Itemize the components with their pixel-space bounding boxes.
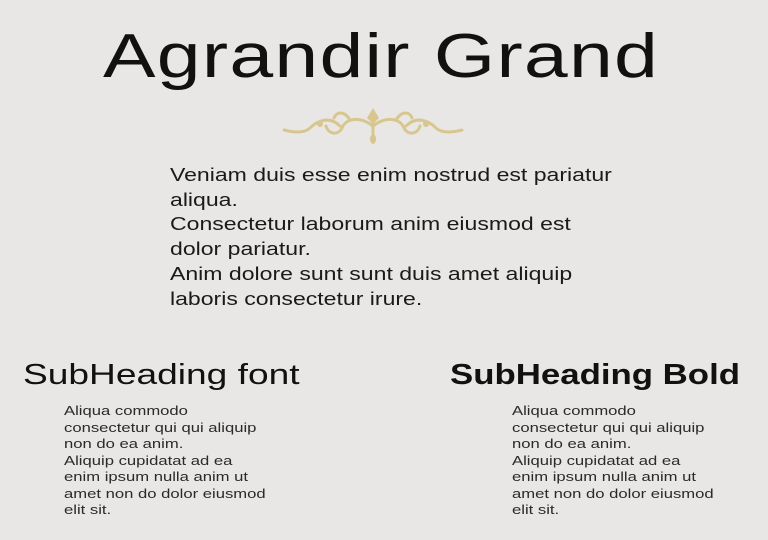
text-line: amet non do dolor eiusmod <box>512 485 714 501</box>
body-line: Consectetur laborum anim eiusmod est <box>170 214 571 235</box>
text-line: non do ea anim. <box>64 436 184 451</box>
body-line: Anim dolore sunt sunt duis amet aliquip <box>170 263 573 284</box>
text-line: Aliquip cupidatat ad ea <box>512 452 681 468</box>
page-title: Agrandir Grand <box>103 22 660 91</box>
right-paragraph <box>512 403 714 519</box>
text-line: Aliquip cupidatat ad ea <box>64 452 233 468</box>
text-line: amet non do dolor eiusmod <box>64 485 266 501</box>
text-line: enim ipsum nulla anim ut <box>512 469 697 484</box>
text-line: Aliqua commodo <box>512 403 636 418</box>
subheading-bold: SubHeading Bold <box>450 359 741 391</box>
ornament-flourish-icon <box>280 106 466 146</box>
text-line: consectetur qui qui aliquip <box>512 419 705 435</box>
text-line: non do ea anim. <box>512 436 632 451</box>
text-line: elit sit. <box>512 502 560 517</box>
body-line: laboris consectetur irure. <box>170 288 423 309</box>
body-line: Veniam duis esse enim nostrud est pariatur <box>170 165 612 185</box>
text-line: enim ipsum nulla anim ut <box>64 469 249 484</box>
text-line: elit sit. <box>64 502 112 517</box>
body-paragraph <box>170 163 612 311</box>
text-line: Aliqua commodo <box>64 403 188 418</box>
left-paragraph <box>64 403 266 519</box>
subheading-regular: SubHeading font <box>23 359 300 391</box>
body-line: dolor pariatur. <box>170 239 311 260</box>
text-line: consectetur qui qui aliquip <box>64 419 257 435</box>
body-line: aliqua. <box>170 189 238 210</box>
